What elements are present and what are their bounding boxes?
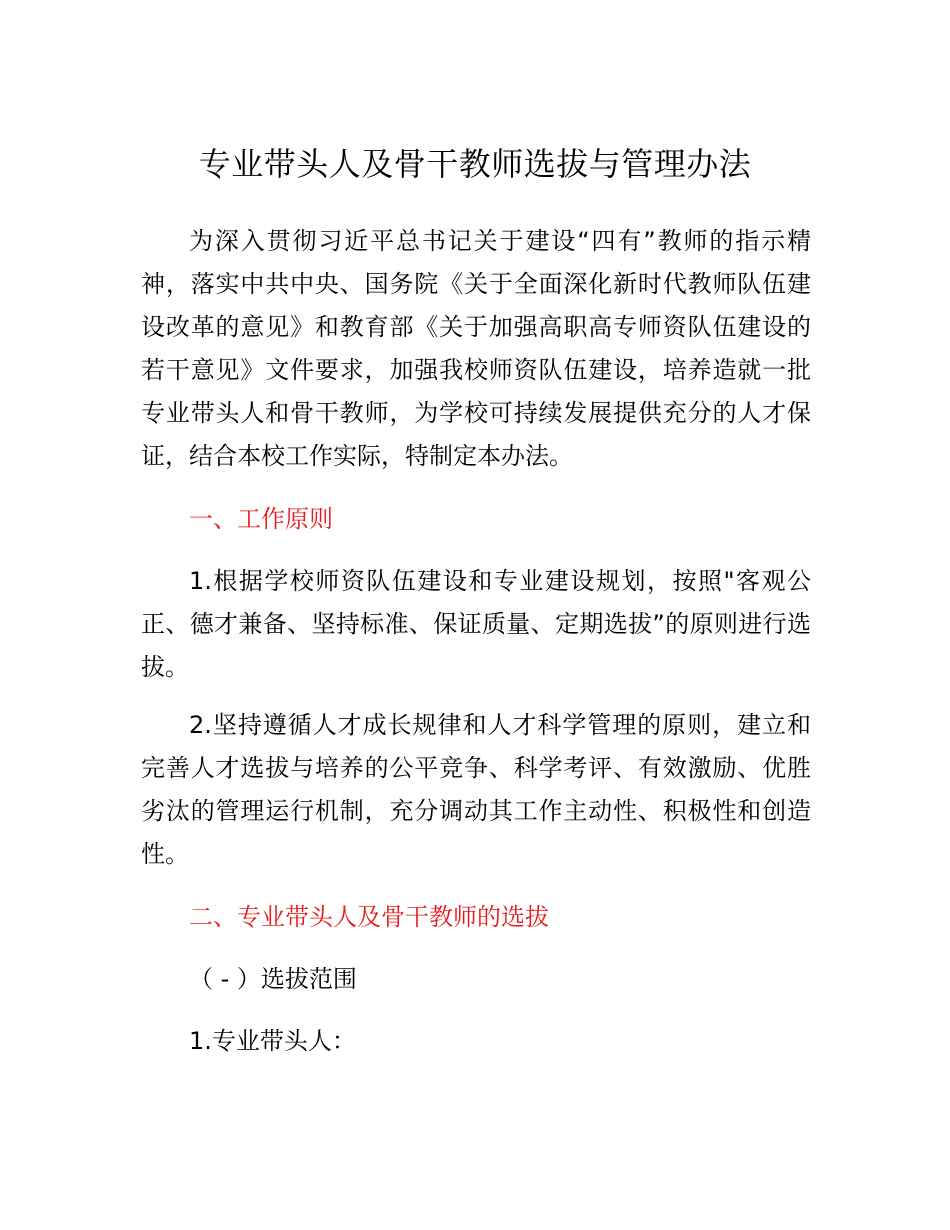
document-title: 专业带头人及骨干教师选拔与管理办法 (198, 145, 752, 183)
section-heading-selection: 二、专业带头人及骨干教师的选拔 (189, 903, 549, 931)
intro-paragraph: 为深入贯彻习近平总书记关于建设“四有”教师的指示精神，落实中共中央、国务院《关于全面深化新时代教师队伍建设改革的意见》和教育部《关于加强高职高专师资队伍建设的若干意见》文件要求，加强我校师资队伍建设，培养造就一批专业带头人和骨干教师，为学校可持续发展提供充分的人才保证，结合本校工作实际，特制定本办法。 (141, 227, 811, 470)
section-heading-principles: 一、工作原则 (189, 505, 333, 533)
subheading-selection-scope: （ - ）选拔范围 (189, 965, 357, 993)
principle-item-2: 2.坚持遵循人才成长规律和人才科学管理的原则，建立和完善人才选拔与培养的公平竞争、科学考评、有效激励、优胜劣汰的管理运行机制，充分调动其工作主动性、积极性和创造性。 (141, 711, 811, 868)
selection-item-1: 1.专业带头人： (189, 1027, 356, 1055)
principle-item-1: 1.根据学校师资队伍建设和专业建设规划，按照"客观公正、德才兼备、坚持标准、保证质量、定期选拔”的原则进行选拔。 (141, 567, 811, 681)
